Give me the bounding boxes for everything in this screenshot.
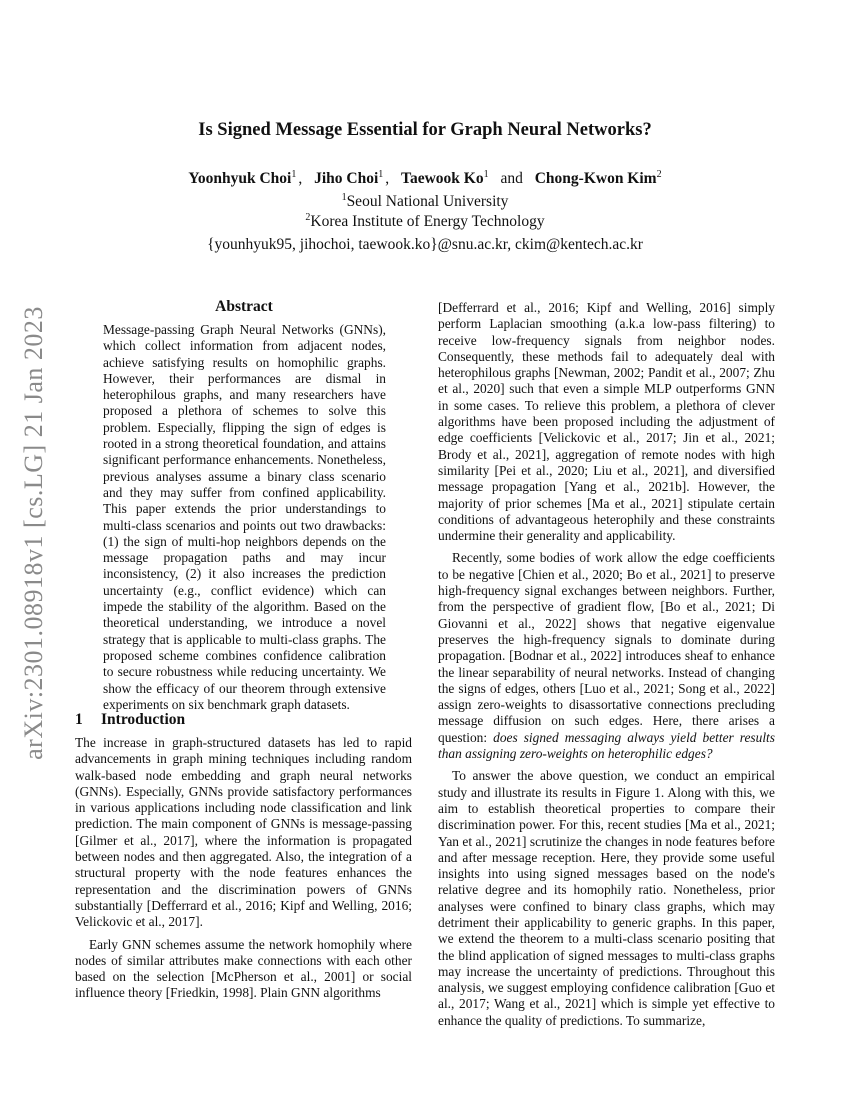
paragraph [438, 550, 775, 762]
section-number: 1 [75, 711, 83, 728]
section-title: Introduction [101, 711, 186, 728]
abstract-text: Message-passing Graph Neural Networks (GNNs), which collect information from adjacent nodes, achieve satisfying results on homophilic graphs. However, their performances are dismal in heterophilous graphs, and many researchers have proposed a plethora of schemes to solve this problem. Especially, flipping the sign of edges is rooted in a strong theoretical foundation, and attains significant performance enhancements. Nonetheless, previous analyses assume a binary class scenario and they may suffer from confined applicability. This paper extends the prior understandings to multi-class scenarios and points out two drawbacks: (1) the sign of multi-hop neighbors depends on the message propagation paths and may incur inconsistency, (2) it also increases the prediction uncertainty (e.g., conflict evidence) which can impede the stability of the algorithm. Based on the theoretical understanding, we introduce a novel strategy that is applicable to multi-class graphs. The proposed scheme combines confidence calibration to secure robustness while reducing uncertainty. We show the efficacy of our theorem through extensive experiments on six benchmark graph datasets. [103, 322, 386, 712]
author-name: Jiho Choi [314, 170, 379, 187]
section-heading-introduction [75, 711, 185, 729]
paragraph-text: Recently, some bodies of work allow the edge coefficients to be negative [Chien et al., 2020; Bo et al., 2021] to preserve high-frequency signal exchanges between neighbors. Further, from the perspective of gradient flow, [Bo et al., 2021; Di Giovanni et al., 2022] shows that negative eigenvalue preserves the high-frequency signals to dominate during propagation. [Bodnar et al., 2022] introduces sheaf to enhance the linear separability of neural networks. Instead of changing the signs of edges, others [Luo et al., 2021; Song et al., 2022] assign zero-weights to disassortative connections precluding message diffusion on such edges. Here, there arises a question: [438, 550, 775, 745]
paper-title: Is Signed Message Essential for Graph Neural Networks? [198, 120, 652, 140]
author-separator: , [385, 170, 390, 187]
affiliation-text: Korea Institute of Energy Technology [310, 213, 545, 230]
author-emails: {younhyuk95, jihochoi, taewook.ko}@snu.ac.kr, ckim@kentech.ac.kr [207, 236, 643, 253]
affiliation-line [0, 193, 850, 211]
author-affiliation-mark: 1 [291, 169, 297, 180]
author-list [0, 170, 850, 188]
author-and: and [500, 170, 523, 187]
arxiv-stamp [14, 298, 54, 768]
abstract-body [103, 322, 386, 719]
affiliation-line [0, 213, 850, 231]
introduction-left-column [75, 735, 412, 1008]
paragraph: The increase in graph-structured datasets has led to rapid advancements in graph mining techniques including random walk-based node embedding and graph neural networks (GNNs). Especially, GNNs provide satisfactory performances in various applications including node classification and link prediction. The main component of GNNs is message-passing [Gilmer et al., 2017], where the information is propagated between nodes and then aggregated. Also, the integration of a structural property with the node features enhances the representation and the discrimination powers of GNNs substantially [Defferrard et al., 2016; Kipf and Welling, 2016; Velickovic et al., 2017]. [75, 735, 412, 930]
paragraph: To answer the above question, we conduct an empirical study and illustrate its results in Figure 1. Along with this, we aim to establish theoretical properties to compare their discrimination power. For this, recent studies [Ma et al., 2021; Yan et al., 2021] scrutinize the changes in node features before and after message reception. Here, they provide some useful insights into using signed messages based on the node's relative degree and its homophily ratio. Nonetheless, prior analyses were confined to binary class graphs, which may detriment their applicability to generic graphs. In this paper, we extend the theorem to a multi-class scenario positing that the blind application of signed messages to multi-class graphs may increase the uncertainty of predictions. Throughout this analysis, we suggest employing confidence calibration [Guo et al., 2017; Wang et al., 2021] which is simple yet effective to enhance the quality of predictions. To summarize, [438, 768, 775, 1028]
arxiv-stamp-text: arXiv:2301.08918v1 [cs.LG] 21 Jan 2023 [19, 306, 48, 760]
affiliation-mark: 2 [305, 212, 311, 223]
author-affiliation-mark: 1 [378, 169, 384, 180]
author-separator: , [298, 170, 303, 187]
author-affiliation-mark: 2 [656, 169, 662, 180]
affiliation-mark: 1 [341, 192, 347, 203]
author-affiliation-mark: 1 [483, 169, 489, 180]
author-name: Yoonhyuk Choi [188, 170, 292, 187]
author-name: Chong-Kwon Kim [534, 170, 657, 187]
affiliation-text: Seoul National University [346, 193, 509, 210]
paragraph: Early GNN schemes assume the network homophily where nodes of similar attributes make connections with each other based on the selection [McPherson et al., 2001] or social influence theory [Friedkin, 1998]. Plain GNN algorithms [75, 936, 412, 1001]
paragraph: [Defferrard et al., 2016; Kipf and Welling, 2016] simply perform Laplacian smoothing (a.k.a low-pass filtering) to receive low-frequency signals from neighbor nodes. Consequently, these methods fail to adequately deal with heterophilous graphs [Newman, 2002; Pandit et al., 2007; Zhu et al., 2020] such that even a simple MLP outperforms GNN in some cases. To relieve this problem, a plethora of clever algorithms have been proposed including the adjustment of edge coefficients [Velickovic et al., 2017; Jin et al., 2021; Brody et al., 2021], aggregation of remote nodes with high similarity [Pei et al., 2020; Liu et al., 2021], and diversified message propagation [Yang et al., 2021b]. However, the majority of prior schemes [Ma et al., 2021] stipulate certain conditions of advantageous heterophily and these constraints undermine their generality and applicability. [438, 300, 775, 544]
introduction-right-column [438, 300, 775, 1035]
author-name: Taewook Ko [401, 170, 484, 187]
research-question: does signed messaging always yield better results than assigning zero-weights on heterophilic edges? [438, 729, 775, 762]
abstract-heading: Abstract [215, 298, 273, 315]
